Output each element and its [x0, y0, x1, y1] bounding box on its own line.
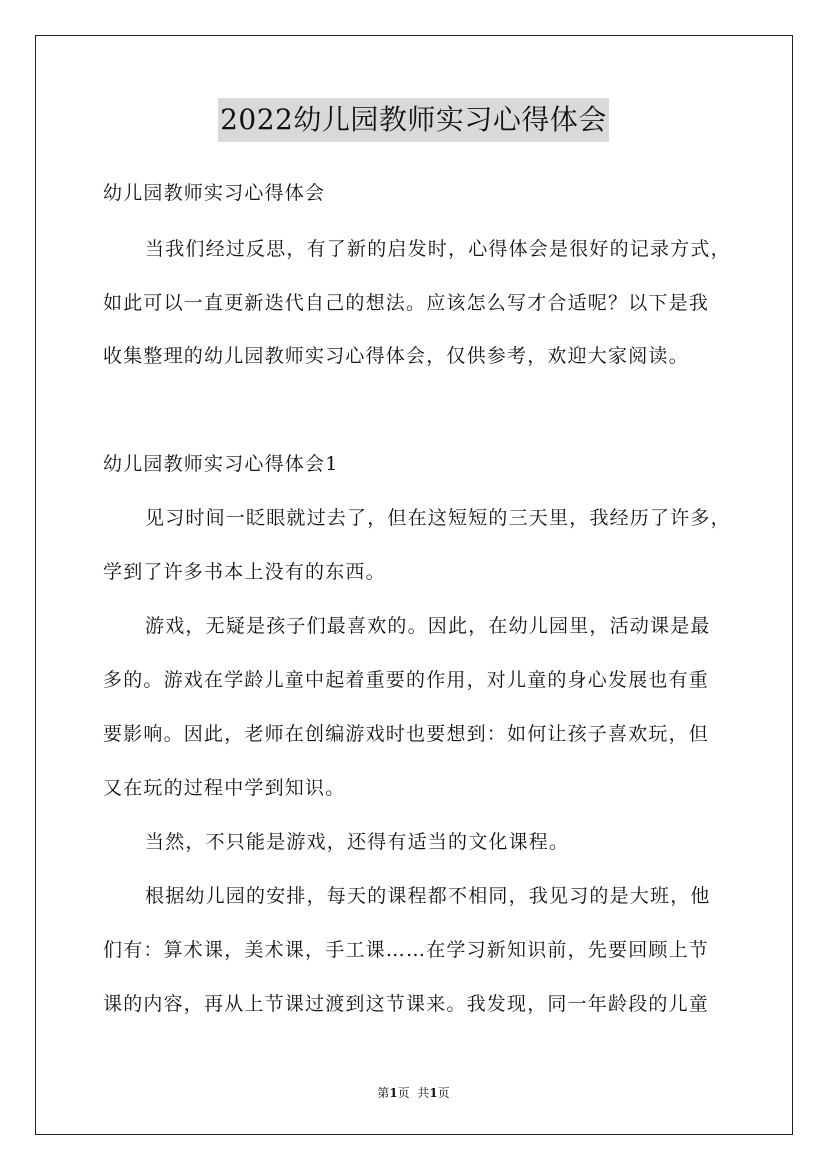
body-line: 当然，不只能是游戏，还得有适当的文化课程。 — [145, 831, 570, 853]
body-line: 要影响。因此，老师在创编游戏时也要想到：如何让孩子喜欢玩，但 — [103, 723, 710, 745]
document-subtitle: 幼儿园教师实习心得体会 — [103, 182, 326, 204]
page-footer — [0, 1085, 827, 1101]
body-line: 根据幼儿园的安排，每天的课程都不相同，我见习的是大班，他 — [145, 885, 711, 907]
document-title: 2022幼儿园教师实习心得体会 — [218, 98, 609, 142]
page-current: 1 — [389, 1086, 398, 1100]
intro-line: 当我们经过反思，有了新的启发时，心得体会是很好的记录方式， — [145, 238, 731, 260]
page-suffix: 页 — [437, 1086, 450, 1100]
body-line: 见习时间一眨眼就过去了，但在这短短的三天里，我经历了许多， — [145, 507, 731, 529]
body-line: 们有：算术课，美术课，手工课……在学习新知识前，先要回顾上节 — [103, 939, 710, 961]
section-heading: 幼儿园教师实习心得体会1 — [103, 453, 339, 475]
page-total: 1 — [429, 1086, 438, 1100]
intro-line: 如此可以一直更新迭代自己的想法。应该怎么写才合适呢？以下是我 — [103, 292, 710, 314]
body-line: 又在玩的过程中学到知识。 — [103, 777, 346, 799]
page-mid: 页 共 — [397, 1086, 430, 1100]
body-line: 多的。游戏在学龄儿童中起着重要的作用，对儿童的身心发展也有重 — [103, 669, 710, 691]
body-line: 学到了许多书本上没有的东西。 — [103, 561, 386, 583]
title-container — [0, 98, 827, 142]
body-line: 游戏，无疑是孩子们最喜欢的。因此，在幼儿园里，活动课是最 — [145, 615, 711, 637]
intro-line: 收集整理的幼儿园教师实习心得体会，仅供参考，欢迎大家阅读。 — [103, 345, 689, 367]
page-prefix: 第 — [377, 1086, 390, 1100]
body-line: 课的内容，再从上节课过渡到这节课来。我发现，同一年龄段的儿童 — [103, 993, 710, 1015]
